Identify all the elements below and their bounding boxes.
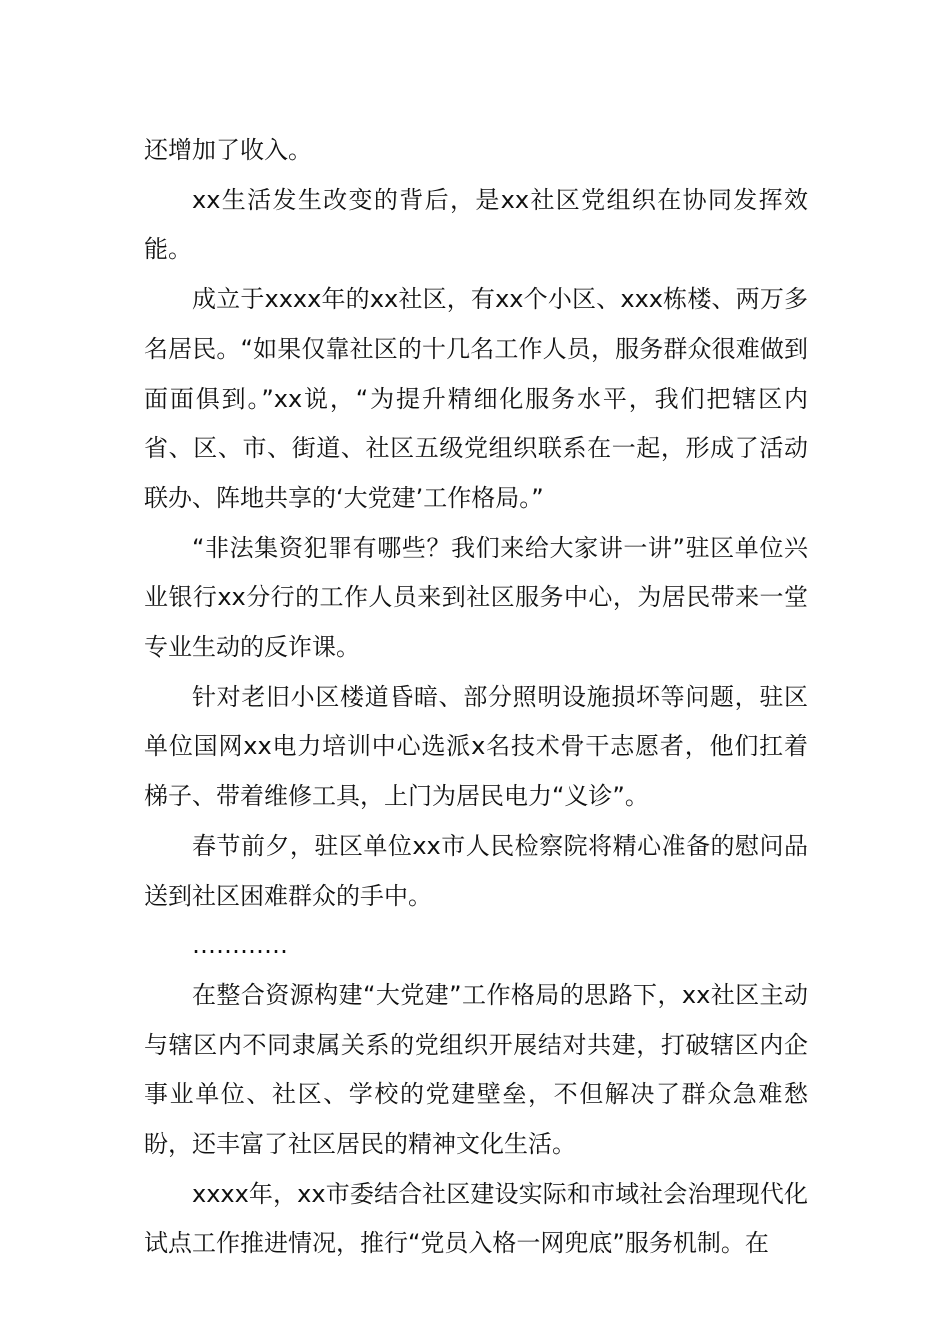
paragraph-5: 针对老旧小区楼道昏暗、部分照明设施损坏等问题，驻区单位国网xx电力培训中心选派x名技术骨干志愿者，他们扛着梯子、带着维修工具，上门为居民电力“义诊”。 [144,682,808,811]
paragraph-7: 在整合资源构建“大党建”工作格局的思路下，xx社区主动与辖区内不同隶属关系的党组织开展结对共建，打破辖区内企事业单位、社区、学校的党建壁垒，不但解决了群众急难愁盼，还丰富了社区居民的精神文化生活。 [144,980,808,1159]
paragraph-2: xx生活发生改变的背后，是xx社区党组织在协同发挥效能。 [144,185,808,264]
document-body [144,126,808,1269]
paragraph-1: 还增加了收入。 [144,136,312,164]
paragraph-3: 成立于xxxx年的xx社区，有xx个小区、xxx栋楼、两万多名居民。“如果仅靠社区的十几名工作人员，服务群众很难做到面面俱到。”xx说，“为提升精细化服务水平，我们把辖区内省、区、市、街道、社区五级党组织联系在一起，形成了活动联办、阵地共享的‘大党建’工作格局。” [144,285,808,512]
ellipsis-line: ………… [192,931,288,960]
paragraph-4: “非法集资犯罪有哪些？我们来给大家讲一讲”驻区单位兴业银行xx分行的工作人员来到社区服务中心，为居民带来一堂专业生动的反诈课。 [144,533,808,662]
paragraph-8: xxxx年，xx市委结合社区建设实际和市域社会治理现代化试点工作推进情况，推行“党员入格一网兜底”服务机制。在 [144,1179,808,1258]
paragraph-6: 春节前夕，驻区单位xx市人民检察院将精心准备的慰问品送到社区困难群众的手中。 [144,831,808,910]
